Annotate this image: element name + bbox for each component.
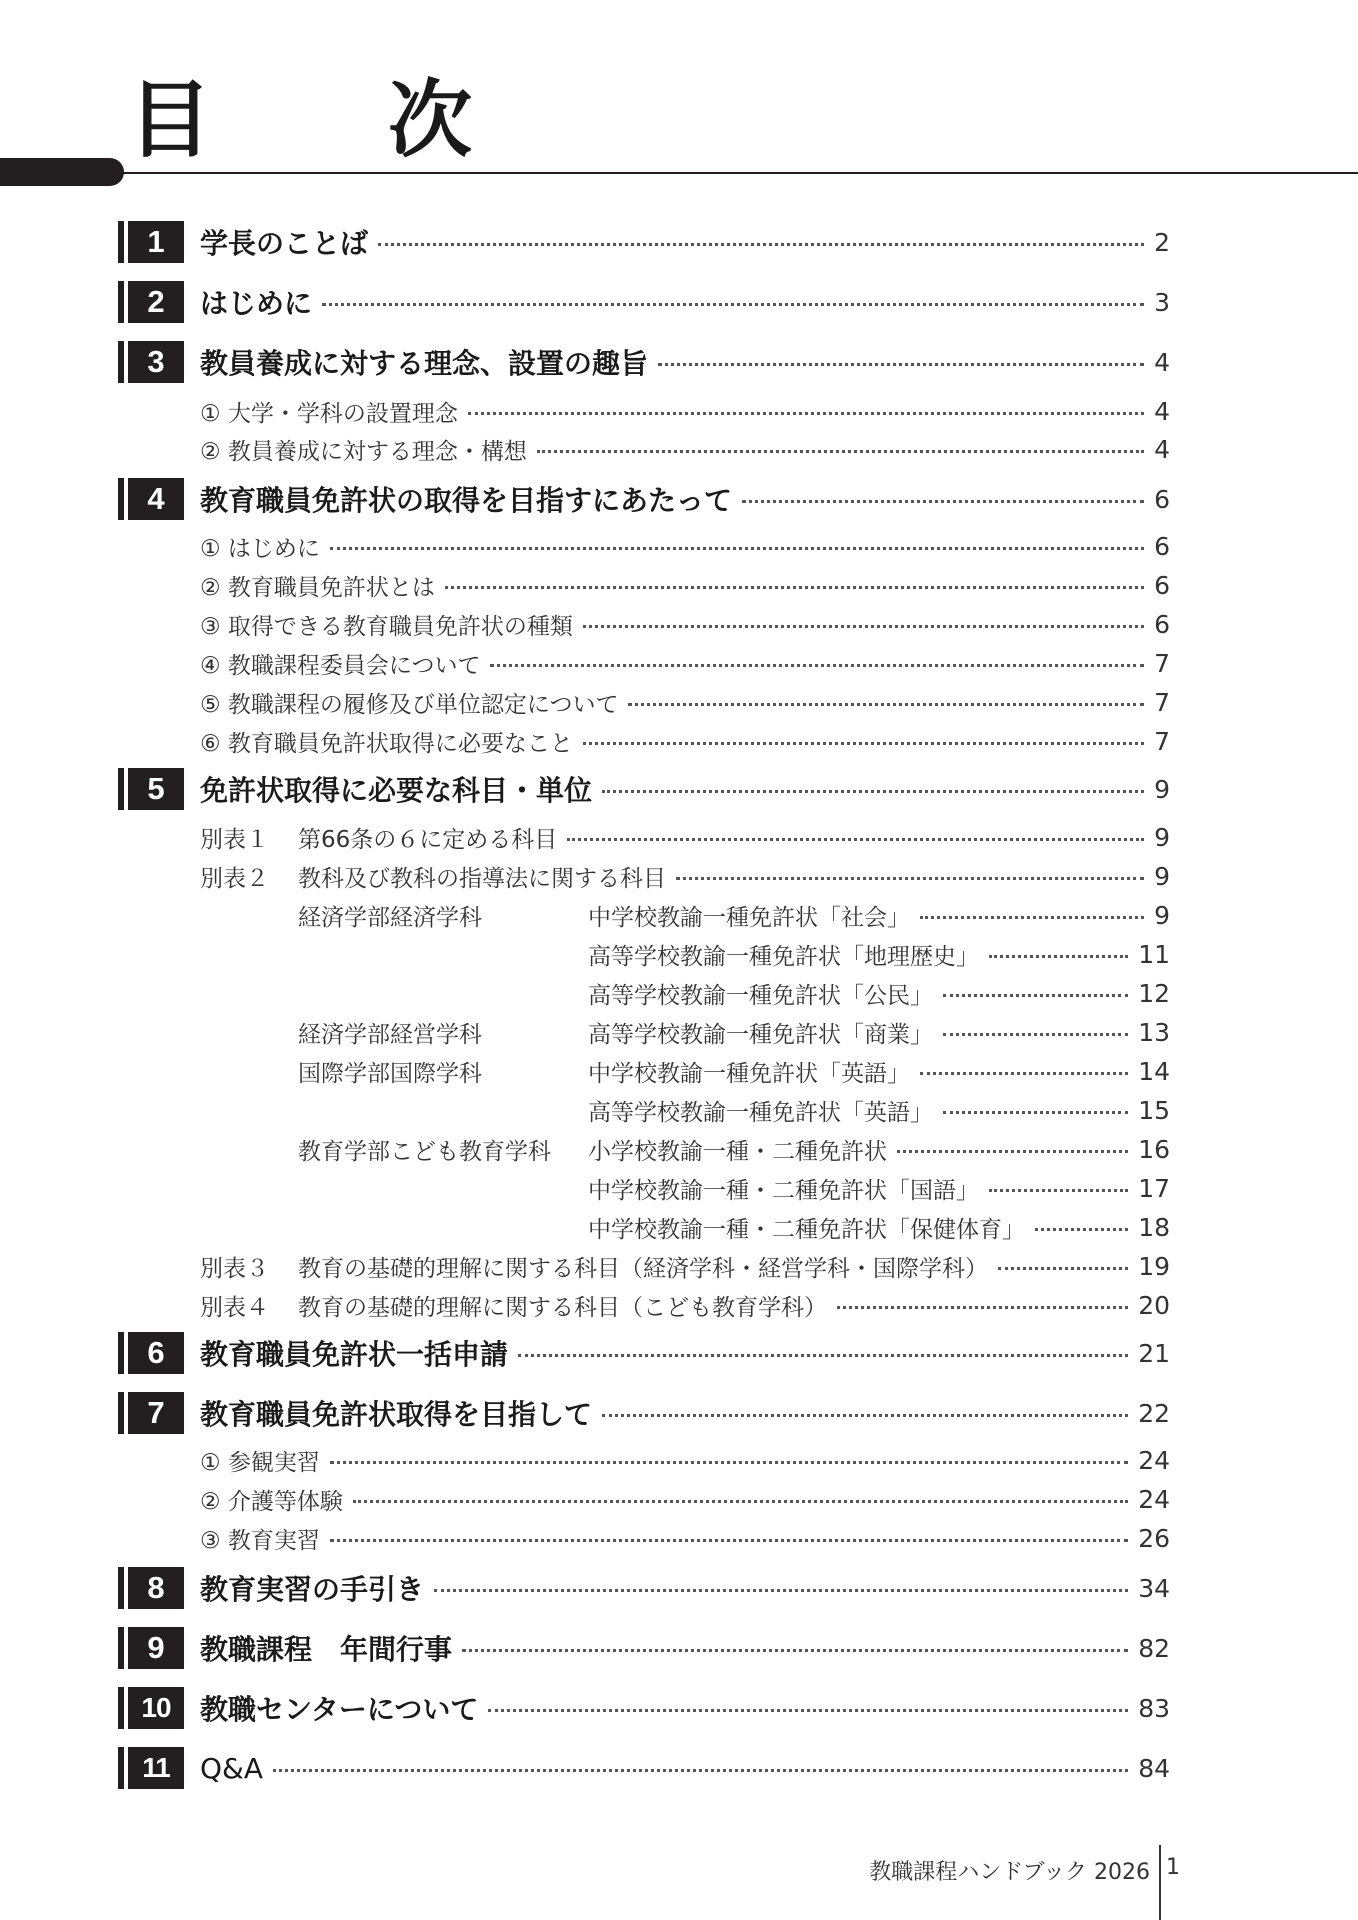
- item-title: ② 教員養成に対する理念・構想: [200, 438, 527, 465]
- page-number: 13: [1138, 1017, 1170, 1047]
- dot-leader: [378, 243, 1144, 246]
- page-number: 34: [1138, 1573, 1170, 1603]
- dot-leader: [273, 1769, 1128, 1772]
- toc-section-5[interactable]: [0, 767, 1358, 811]
- appendix-title: 第66条の６に定める科目: [298, 826, 558, 853]
- section-title: Q&A: [200, 1751, 264, 1785]
- department-name: 経済学部経営学科: [298, 1021, 482, 1048]
- section-number-badge: 4: [124, 478, 184, 520]
- section-title: 教育職員免許状の取得を目指すにあたって: [200, 484, 733, 517]
- toc-section-7[interactable]: [0, 1391, 1358, 1435]
- dot-leader: [583, 742, 1144, 745]
- toc-item[interactable]: [0, 1443, 1358, 1477]
- toc-license-row[interactable]: [0, 1210, 1358, 1244]
- section-title: はじめに: [200, 287, 313, 320]
- page-number: 18: [1138, 1212, 1170, 1242]
- page-number: 6: [1154, 531, 1170, 561]
- toc-item[interactable]: [0, 607, 1358, 641]
- dot-leader: [434, 1589, 1128, 1592]
- toc-license-row[interactable]: [0, 898, 1358, 932]
- section-number-badge: 9: [124, 1627, 184, 1669]
- section-title: 学長のことば: [200, 227, 369, 260]
- toc-section-8[interactable]: [0, 1566, 1358, 1610]
- toc-license-row[interactable]: [0, 937, 1358, 971]
- page-number: 20: [1138, 1290, 1170, 1320]
- section-title: 免許状取得に必要な科目・単位: [200, 774, 593, 807]
- toc-section-1[interactable]: [0, 220, 1358, 264]
- page-number: 15: [1138, 1095, 1170, 1125]
- book-title: 教職課程ハンドブック 2026: [869, 1860, 1150, 1885]
- dot-leader: [897, 1150, 1128, 1153]
- section-number-badge: 10: [124, 1687, 184, 1729]
- toc-item[interactable]: [0, 568, 1358, 602]
- dot-leader: [518, 1354, 1128, 1357]
- section-number-badge: 6: [124, 1332, 184, 1374]
- toc-item[interactable]: [0, 1521, 1358, 1555]
- dot-leader: [468, 412, 1144, 415]
- dot-leader: [943, 1111, 1128, 1114]
- toc-item[interactable]: [0, 432, 1358, 466]
- page-number: 83: [1138, 1693, 1170, 1723]
- appendix-title: 教科及び教科の指導法に関する科目: [298, 865, 666, 892]
- item-title: ① 参観実習: [200, 1449, 320, 1476]
- section-title: 教育職員免許状取得を目指して: [200, 1398, 593, 1431]
- license-title: 中学校教諭一種・二種免許状「保健体育」: [588, 1216, 1025, 1243]
- section-title: 教職センターについて: [200, 1693, 479, 1726]
- page-number: 24: [1138, 1484, 1170, 1514]
- toc-license-row[interactable]: [0, 1054, 1358, 1088]
- item-title: ① 大学・学科の設置理念: [200, 400, 458, 427]
- page-number: 9: [1154, 822, 1170, 852]
- page-number: 7: [1154, 726, 1170, 756]
- page-number: 7: [1154, 687, 1170, 717]
- department-name: 教育学部こども教育学科: [298, 1138, 551, 1165]
- dot-leader: [583, 625, 1144, 628]
- license-title: 中学校教諭一種免許状「社会」: [588, 904, 910, 931]
- license-title: 高等学校教諭一種免許状「英語」: [588, 1099, 933, 1126]
- dot-leader: [462, 1649, 1128, 1652]
- toc-license-row[interactable]: [0, 1093, 1358, 1127]
- license-title: 高等学校教諭一種免許状「地理歴史」: [588, 943, 979, 970]
- dot-leader: [920, 1072, 1128, 1075]
- toc-appendix-1[interactable]: [0, 820, 1358, 854]
- page-number: 9: [1154, 774, 1170, 804]
- page-number: 9: [1154, 900, 1170, 930]
- page-number: 84: [1138, 1753, 1170, 1783]
- section-number-badge: 11: [124, 1747, 184, 1789]
- item-title: ③ 取得できる教育職員免許状の種類: [200, 613, 573, 640]
- section-number-badge: 3: [124, 341, 184, 383]
- toc-appendix-2[interactable]: [0, 859, 1358, 893]
- dot-leader: [445, 586, 1144, 589]
- section-title: 教育職員免許状一括申請: [200, 1338, 509, 1371]
- section-title: 教職課程 年間行事: [200, 1633, 453, 1666]
- item-title: ② 教育職員免許状とは: [200, 574, 435, 601]
- page-number: 6: [1154, 609, 1170, 639]
- page-number: 16: [1138, 1134, 1170, 1164]
- page-number: 21: [1138, 1338, 1170, 1368]
- section-title: 教員養成に対する理念、設置の趣旨: [200, 347, 649, 380]
- page-number: 24: [1138, 1445, 1170, 1475]
- toc-item[interactable]: [0, 646, 1358, 680]
- page-number: 14: [1138, 1056, 1170, 1086]
- appendix-title: 教育の基礎的理解に関する科目（こども教育学科）: [298, 1294, 827, 1321]
- dot-leader: [330, 547, 1144, 550]
- page-number: 4: [1154, 434, 1170, 464]
- dot-leader: [490, 664, 1144, 667]
- dot-leader: [353, 1500, 1128, 1503]
- item-title: ④ 教職課程委員会について: [200, 652, 481, 679]
- page-title: 目 次: [128, 71, 519, 169]
- toc-license-row[interactable]: [0, 1171, 1358, 1205]
- section-title: 教育実習の手引き: [200, 1573, 425, 1606]
- page-number: 9: [1154, 861, 1170, 891]
- dot-leader: [943, 1033, 1128, 1036]
- dot-leader: [628, 703, 1144, 706]
- dot-leader: [1035, 1228, 1128, 1231]
- toc-license-row[interactable]: [0, 976, 1358, 1010]
- dot-leader: [537, 450, 1144, 453]
- dot-leader: [989, 955, 1128, 958]
- appendix-label: 別表１: [200, 826, 269, 853]
- page-number: 22: [1138, 1398, 1170, 1428]
- item-title: ③ 教育実習: [200, 1527, 320, 1554]
- section-number-badge: 2: [124, 281, 184, 323]
- license-title: 中学校教諭一種免許状「英語」: [588, 1060, 910, 1087]
- title-bar: [0, 158, 124, 186]
- appendix-label: 別表２: [200, 865, 269, 892]
- section-number-badge: 1: [124, 221, 184, 263]
- page-footer: [869, 1845, 1258, 1920]
- toc-section-9[interactable]: [0, 1626, 1358, 1670]
- dot-leader: [742, 500, 1144, 503]
- dot-leader: [998, 1267, 1128, 1270]
- page-number: 3: [1154, 287, 1170, 317]
- section-number-badge: 5: [124, 768, 184, 810]
- toc-section-6[interactable]: [0, 1331, 1358, 1375]
- page-number: 11: [1138, 939, 1170, 969]
- toc-section-3[interactable]: [0, 340, 1358, 384]
- appendix-label: 別表４: [200, 1294, 269, 1321]
- toc-license-row[interactable]: [0, 1132, 1358, 1166]
- dot-leader: [920, 916, 1144, 919]
- page-number: 6: [1154, 484, 1170, 514]
- license-title: 小学校教諭一種・二種免許状: [588, 1138, 887, 1165]
- dot-leader: [330, 1539, 1128, 1542]
- toc-item[interactable]: [0, 685, 1358, 719]
- page-number: 26: [1138, 1523, 1170, 1553]
- item-title: ① はじめに: [200, 535, 320, 562]
- section-number-badge: 8: [124, 1567, 184, 1609]
- dot-leader: [488, 1709, 1128, 1712]
- dot-leader: [837, 1306, 1128, 1309]
- dot-leader: [602, 790, 1144, 793]
- page-number: 2: [1154, 227, 1170, 257]
- page-number: 17: [1138, 1173, 1170, 1203]
- toc-item[interactable]: [0, 394, 1358, 428]
- page-number: 7: [1154, 648, 1170, 678]
- department-name: 国際学部国際学科: [298, 1060, 482, 1087]
- toc-appendix-3[interactable]: [0, 1249, 1358, 1283]
- item-title: ② 介護等体験: [200, 1488, 343, 1515]
- toc-item[interactable]: [0, 724, 1358, 758]
- item-title: ⑥ 教育職員免許状取得に必要なこと: [200, 730, 573, 757]
- appendix-title: 教育の基礎的理解に関する科目（経済学科・経営学科・国際学科）: [298, 1255, 988, 1282]
- page-number: 19: [1138, 1251, 1170, 1281]
- item-title: ⑤ 教職課程の履修及び単位認定について: [200, 691, 619, 718]
- section-number-badge: 7: [124, 1392, 184, 1434]
- footer-page-number: 1: [1166, 1855, 1180, 1880]
- title-rule: [0, 172, 1358, 174]
- toc-item[interactable]: [0, 529, 1358, 563]
- license-title: 高等学校教諭一種免許状「商業」: [588, 1021, 933, 1048]
- toc-appendix-4[interactable]: [0, 1288, 1358, 1322]
- dot-leader: [989, 1189, 1128, 1192]
- toc-section-2[interactable]: [0, 280, 1358, 324]
- dot-leader: [330, 1461, 1128, 1464]
- toc-license-row[interactable]: [0, 1015, 1358, 1049]
- page-number: 6: [1154, 570, 1170, 600]
- license-title: 高等学校教諭一種免許状「公民」: [588, 982, 933, 1009]
- license-title: 中学校教諭一種・二種免許状「国語」: [588, 1177, 979, 1204]
- dot-leader: [676, 877, 1144, 880]
- toc-section-11[interactable]: [0, 1746, 1358, 1790]
- appendix-label: 別表３: [200, 1255, 269, 1282]
- footer-divider: [1159, 1845, 1161, 1920]
- page-number: 12: [1138, 978, 1170, 1008]
- dot-leader: [322, 303, 1144, 306]
- toc-section-10[interactable]: [0, 1686, 1358, 1730]
- toc-section-4[interactable]: [0, 477, 1358, 521]
- dot-leader: [658, 363, 1144, 366]
- toc-item[interactable]: [0, 1482, 1358, 1516]
- dot-leader: [567, 838, 1144, 841]
- page-number: 82: [1138, 1633, 1170, 1663]
- page-number: 4: [1154, 347, 1170, 377]
- dot-leader: [943, 994, 1128, 997]
- department-name: 経済学部経済学科: [298, 904, 482, 931]
- page-number: 4: [1154, 396, 1170, 426]
- dot-leader: [602, 1414, 1128, 1417]
